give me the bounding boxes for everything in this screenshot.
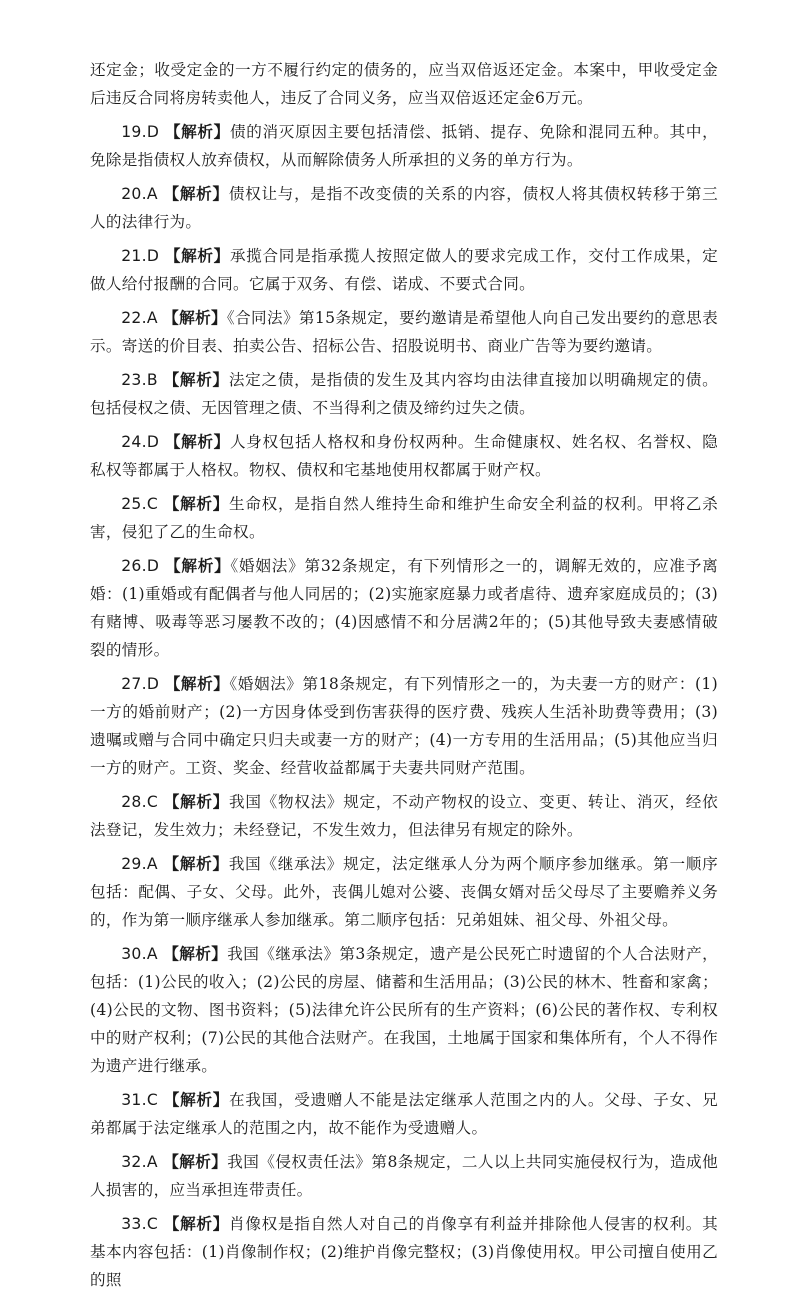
analysis-tag: 【解析】 bbox=[163, 495, 230, 513]
answer-item bbox=[90, 180, 718, 236]
answer-number: 32.A bbox=[121, 1153, 164, 1171]
analysis-text: 我国《侵权责任法》第8条规定，二人以上共同实施侵权行为，造成他人损害的，应当承担连带责任。 bbox=[90, 1153, 718, 1199]
analysis-tag: 【解析】 bbox=[164, 123, 230, 141]
analysis-tag: 【解析】 bbox=[163, 1091, 230, 1109]
answer-number: 22.A bbox=[121, 309, 164, 327]
answer-item bbox=[90, 242, 718, 298]
answer-number: 19.D bbox=[121, 123, 165, 141]
answer-number: 27.D bbox=[121, 675, 165, 693]
answer-item bbox=[90, 1210, 718, 1294]
analysis-text: 《合同法》第15条规定，要约邀请是希望他人向自己发出要约的意思表示。寄送的价目表、拍卖公告、招标公告、招股说明书、商业广告等为要约邀请。 bbox=[90, 309, 718, 355]
answer-item bbox=[90, 428, 718, 484]
answer-item bbox=[90, 552, 718, 664]
intro-paragraph: 还定金；收受定金的一方不履行约定的债务的，应当双倍返还定金。本案中，甲收受定金后违反合同将房转卖他人，违反了合同义务，应当双倍返还定金6万元。 bbox=[90, 61, 718, 107]
answer-item bbox=[90, 490, 718, 546]
analysis-text: 《婚姻法》第32条规定，有下列情形之一的，调解无效的，应准予离婚：(1)重婚或有配偶者与他人同居的；(2)实施家庭暴力或者虐待、遗弃家庭成员的；(3)有赌博、吸毒等恶习屡教不改的；(4)因感情不和分居满2年的；(5)其他导致夫妻感情破裂的情形。 bbox=[90, 557, 719, 659]
answer-item bbox=[90, 670, 718, 782]
analysis-text: 肖像权是指自然人对自己的肖像享有利益并排除他人侵害的权利。其基本内容包括：(1)肖像制作权；(2)维护肖像完整权；(3)肖像使用权。甲公司擅自使用乙的照 bbox=[90, 1215, 718, 1289]
answer-item bbox=[90, 366, 718, 422]
answer-number: 30.A bbox=[121, 945, 164, 963]
answer-item bbox=[90, 1148, 718, 1204]
analysis-tag: 【解析】 bbox=[163, 793, 230, 811]
analysis-text: 我国《物权法》规定，不动产物权的设立、变更、转让、消灭，经依法登记，发生效力；未经登记，不发生效力，但法律另有规定的除外。 bbox=[90, 793, 718, 839]
analysis-text: 我国《继承法》第3条规定，遗产是公民死亡时遗留的个人合法财产，包括：(1)公民的收入；(2)公民的房屋、储蓄和生活用品；(3)公民的林木、牲畜和家禽；(4)公民的文物、图书资料；(5)法律允许公民所有的生产资料；(6)公民的著作权、专利权中的财产权利；(7)公民的其他合法财产。在我国，土地属于国家和集体所有，个人不得作为遗产进行继承。 bbox=[90, 945, 718, 1075]
answer-number: 23.B bbox=[121, 371, 164, 389]
analysis-text: 承揽合同是指承揽人按照定做人的要求完成工作，交付工作成果，定做人给付报酬的合同。它属于双务、有偿、诺成、不要式合同。 bbox=[90, 247, 718, 293]
answer-number: 20.A bbox=[121, 185, 164, 203]
analysis-tag: 【解析】 bbox=[163, 1215, 230, 1233]
answer-item bbox=[90, 850, 718, 934]
answer-item bbox=[90, 304, 718, 360]
analysis-text: 《婚姻法》第18条规定，有下列情形之一的，为夫妻一方的财产：(1)一方的婚前财产；(2)一方因身体受到伤害获得的医疗费、残疾人生活补助费等费用；(3)遗嘱或赠与合同中确定只归夫或妻一方的财产；(4)一方专用的生活用品；(5)其他应当归一方的财产。工资、奖金、经营收益都属于夫妻共同财产范围。 bbox=[90, 675, 719, 777]
analysis-tag: 【解析】 bbox=[163, 371, 229, 389]
analysis-tag: 【解析】 bbox=[163, 855, 229, 873]
analysis-text: 债的消灭原因主要包括清偿、抵销、提存、免除和混同五种。其中，免除是指债权人放弃债权，从而解除债务人所承担的义务的单方行为。 bbox=[90, 123, 718, 169]
answer-number: 33.C bbox=[121, 1215, 164, 1233]
answer-number: 31.C bbox=[121, 1091, 164, 1109]
analysis-text: 债权让与，是指不改变债的关系的内容，债权人将其债权转移于第三人的法律行为。 bbox=[90, 185, 718, 231]
answer-number: 28.C bbox=[121, 793, 164, 811]
analysis-text: 法定之债，是指债的发生及其内容均由法律直接加以明确规定的债。包括侵权之债、无因管理之债、不当得利之债及缔约过失之债。 bbox=[90, 371, 718, 417]
analysis-tag: 【解析】 bbox=[163, 185, 229, 203]
answer-item bbox=[90, 118, 718, 174]
analysis-tag: 【解析】 bbox=[164, 675, 230, 693]
answer-number: 25.C bbox=[121, 495, 164, 513]
analysis-text: 人身权包括人格权和身份权两种。生命健康权、姓名权、名誉权、隐私权等都属于人格权。物权、债权和宅基地使用权都属于财产权。 bbox=[90, 433, 718, 479]
answer-number: 26.D bbox=[121, 557, 165, 575]
analysis-tag: 【解析】 bbox=[164, 433, 230, 451]
analysis-tag: 【解析】 bbox=[163, 309, 227, 327]
analysis-tag: 【解析】 bbox=[164, 247, 230, 265]
analysis-tag: 【解析】 bbox=[163, 945, 228, 963]
answer-item bbox=[90, 940, 718, 1080]
analysis-tag: 【解析】 bbox=[164, 557, 231, 575]
answer-number: 24.D bbox=[121, 433, 165, 451]
answer-item bbox=[90, 788, 718, 844]
answer-number: 29.A bbox=[121, 855, 164, 873]
analysis-text: 我国《继承法》规定，法定继承人分为两个顺序参加继承。第一顺序包括：配偶、子女、父母。此外，丧偶儿媳对公婆、丧偶女婿对岳父母尽了主要赡养义务的，作为第一顺序继承人参加继承。第二顺序包括：兄弟姐妹、祖父母、外祖父母。 bbox=[90, 855, 718, 929]
answer-item bbox=[90, 1086, 718, 1142]
analysis-text: 在我国，受遗赠人不能是法定继承人范围之内的人。父母、子女、兄弟都属于法定继承人的范围之内，故不能作为受遗赠人。 bbox=[90, 1091, 718, 1137]
analysis-text: 生命权，是指自然人维持生命和维护生命安全利益的权利。甲将乙杀害，侵犯了乙的生命权。 bbox=[90, 495, 718, 541]
answer-list bbox=[90, 118, 718, 1294]
answer-number: 21.D bbox=[121, 247, 165, 265]
analysis-tag: 【解析】 bbox=[163, 1153, 228, 1171]
